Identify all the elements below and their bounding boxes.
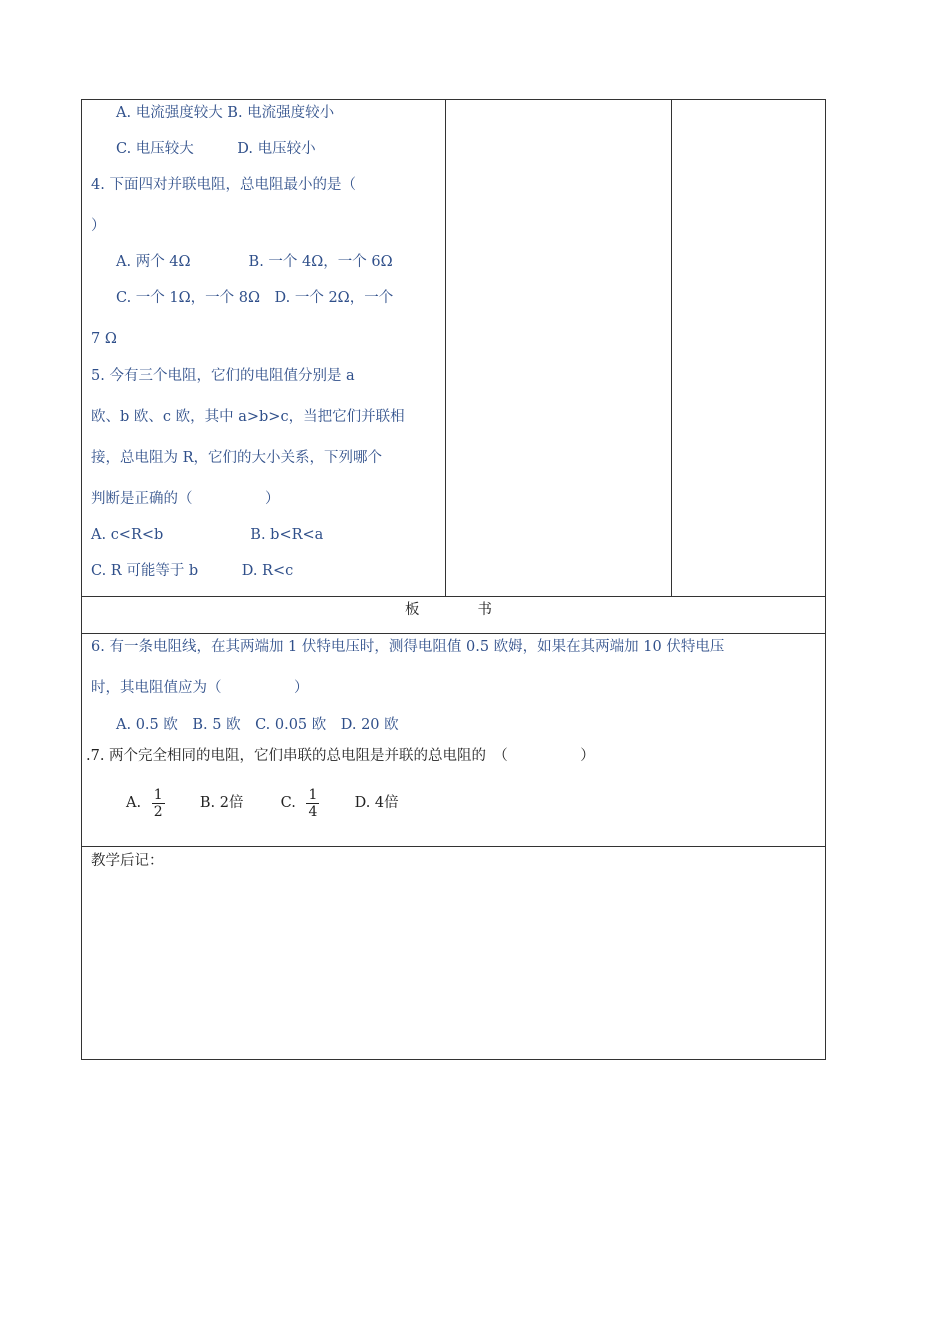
q4-options-line-3: 7 Ω — [91, 331, 117, 347]
row-divider-postscript — [81, 846, 826, 847]
q5-stem-line-2: 欧、b 欧、c 欧，其中 a>b>c，当把它们并联相 — [91, 409, 405, 425]
q7-option-c-denominator: 4 — [308, 803, 318, 820]
q5-stem-line-4: 判断是正确的（ ） — [91, 491, 280, 507]
row-divider-board-content — [81, 633, 826, 634]
q7-stem: .7. 两个完全相同的电阻，它们串联的总电阻是并联的总电阻的 （ ） — [86, 748, 595, 764]
q6-stem-line-2: 时，其电阻值应为（ ） — [91, 680, 309, 696]
q4-stem-line-2: ） — [91, 218, 106, 234]
postscript-label: 教学后记： — [91, 853, 164, 869]
q3-options-line-2: C. 电压较大 D. 电压较小 — [116, 141, 316, 157]
q7-option-c-numerator: 1 — [308, 786, 318, 803]
column-divider-2 — [671, 99, 672, 596]
q7-option-c-fraction — [306, 787, 319, 820]
q7-option-b: B. 2倍 — [199, 795, 244, 811]
q5-stem-line-1: 5. 今有三个电阻，它们的电阻值分别是 a — [91, 368, 355, 384]
row-divider-board — [81, 596, 826, 597]
q5-options-line-2: C. R 可能等于 b D. R<c — [91, 563, 294, 579]
column-divider-1 — [445, 99, 446, 596]
q7-option-a-denominator: 2 — [153, 803, 163, 820]
q5-stem-line-3: 接，总电阻为 R，它们的大小关系，下列哪个 — [91, 450, 383, 466]
q7-option-a-label: A. — [126, 795, 142, 811]
board-header: 板 书 — [405, 602, 492, 618]
q7-option-d: D. 4倍 — [354, 795, 399, 811]
q6-stem-line-1: 6. 有一条电阻线，在其两端加 1 伏特电压时，测得电阻值 0.5 欧姆，如果在其两端加 10 伏特电压 — [91, 639, 725, 655]
q7-option-a-fraction — [152, 787, 165, 820]
q7-options — [126, 786, 399, 820]
q7-option-c-label: C. — [280, 795, 296, 811]
q6-options: A. 0.5 欧 B. 5 欧 C. 0.05 欧 D. 20 欧 — [116, 717, 399, 733]
q4-options-line-2: C. 一个 1Ω，一个 8Ω D. 一个 2Ω，一个 — [116, 290, 394, 306]
q5-options-line-1: A. c<R<b B. b<R<a — [91, 527, 324, 543]
q3-options-line-1: A. 电流强度较大 B. 电流强度较小 — [116, 105, 335, 121]
q7-option-a-numerator: 1 — [153, 786, 163, 803]
q4-stem-line-1: 4. 下面四对并联电阻，总电阻最小的是（ — [91, 177, 356, 193]
q4-options-line-1: A. 两个 4Ω B. 一个 4Ω，一个 6Ω — [116, 254, 393, 270]
